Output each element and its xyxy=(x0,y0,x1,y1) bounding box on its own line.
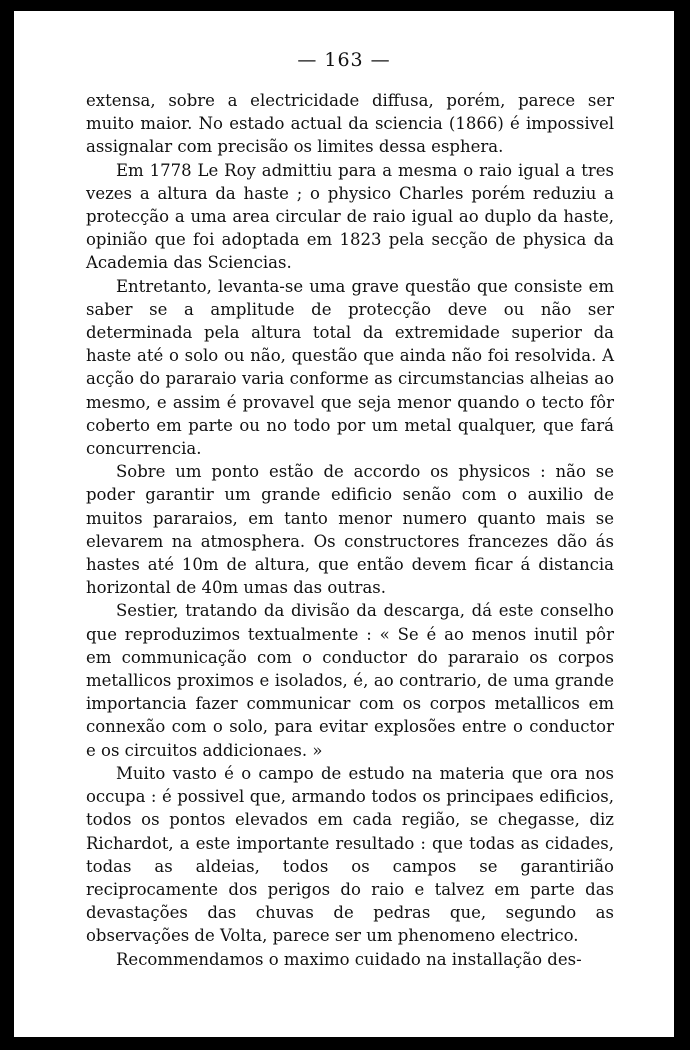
book-page xyxy=(14,11,674,1037)
paragraph: Sobre um ponto estão de accordo os physicos : não se poder garantir um grande edificio senão com o auxilio de muitos pararaios, em tanto menor numero quanto mais se elevarem na atmosphera. Os constructores francezes dão ás hastes até 10m de altura, que então devem ficar á distancia horizontal de 40m umas das outras. xyxy=(86,462,614,598)
paragraph: Muito vasto é o campo de estudo na materia que ora nos occupa : é possivel que, armando todos os principaes edificios, todos os pontos elevados em cada região, se chegasse, diz Richardot, a este importante resultado : que todas as cidades, todas as aldeias, todos os campos se garantirião reciprocamente dos perigos do raio e talvez em parte das devastações das chuvas de pedras que, segundo as observações de Volta, parece ser um phenomeno electrico. xyxy=(86,763,614,946)
paragraph: extensa, sobre a electricidade diffusa, porém, parece ser muito maior. No estado actual da sciencia (1866) é impossivel assignalar com precisão os limites dessa esphera. xyxy=(86,91,614,157)
body-text xyxy=(86,89,614,971)
page-number: — 163 — xyxy=(297,49,391,71)
paragraph: Entretanto, levanta-se uma grave questão que consiste em saber se a amplitude de protecção deve ou não ser determinada pela altura total da extremidade superior da haste até o solo ou não, questão que ainda não foi resolvida. A acção do pararaio varia conforme as circumstancias alheias ao mesmo, e assim é provavel que seja menor quando o tecto fôr coberto em parte ou no todo por um metal qualquer, que fará concurrencia. xyxy=(86,276,614,459)
paragraph: Sestier, tratando da divisão da descarga, dá este conselho que reproduzimos textualmente : « Se é ao menos inutil pôr em communicação com o conductor do pararaio os corpos metallicos proximos e isolados, é, ao contrario, de uma grande importancia fazer communicar com os corpos metallicos em connexão com o solo, para evitar explosões entre o conductor e os circuitos addicionaes. » xyxy=(86,601,614,760)
paragraph: Em 1778 Le Roy admittiu para a mesma o raio igual a tres vezes a altura da haste ; o physico Charles porém reduziu a protecção a uma area circular de raio igual ao duplo da haste, opinião que foi adoptada em 1823 pela secção de physica da Academia das Sciencias. xyxy=(86,160,614,273)
paragraph: Recommendamos o maximo cuidado na installação des- xyxy=(116,949,582,969)
